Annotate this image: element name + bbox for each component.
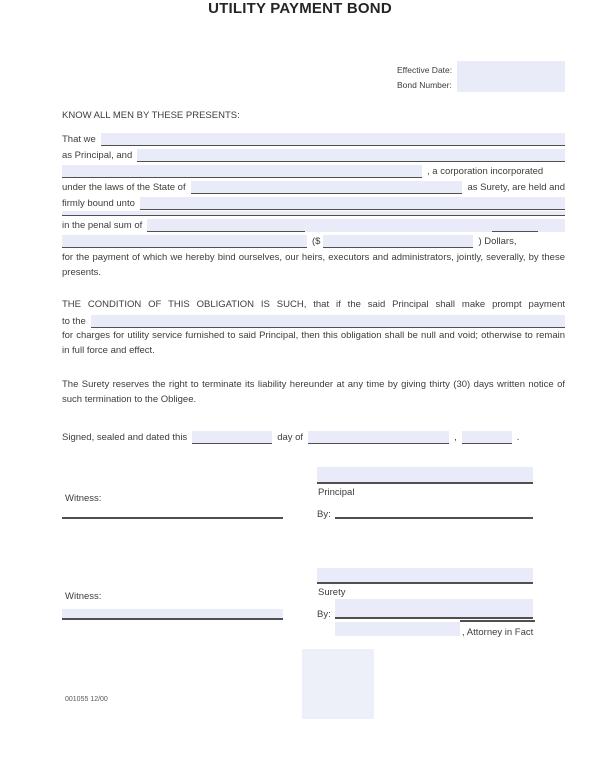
that-we-label: That we (62, 134, 96, 145)
comma-label: , (454, 432, 457, 443)
header-fields-box (457, 61, 565, 92)
day-field[interactable] (192, 431, 272, 444)
to-the-label: to the (62, 316, 86, 327)
year-field[interactable] (462, 431, 512, 444)
principal-name-row (62, 130, 565, 146)
witness-principal-line[interactable] (62, 517, 283, 519)
condition-lead: THE CONDITION OF THIS OBLIGATION IS SUCH, that if the said Principal shall make prompt payment (62, 299, 565, 310)
state-field[interactable] (191, 181, 463, 194)
paren-dollar-label: ($ (312, 236, 321, 247)
attorney-name-field[interactable] (335, 622, 460, 636)
effective-date-label: Effective Date: (397, 65, 453, 75)
page-title: UTILITY PAYMENT BOND (208, 0, 392, 17)
termination-clause: The Surety reserves the right to terminate its liability hereunder at any time by giving thirty (30) days written notice of such termination to the Obligee. (62, 379, 565, 405)
obligee-field[interactable] (140, 197, 565, 210)
witness-principal-label: Witness: (65, 493, 102, 504)
witness-surety-label: Witness: (65, 591, 102, 602)
payment-clause: for the payment of which we hereby bind ourselves, our heirs, executors and administrators, jointly, severally, by these presents. (62, 252, 565, 278)
penal-sum-words-field[interactable] (147, 219, 565, 232)
header-labels (397, 63, 452, 93)
surety-name-field-line2[interactable] (62, 165, 422, 178)
under-laws-label: under the laws of the State of (62, 182, 186, 193)
obligee-name-row (62, 312, 565, 328)
penal-sum-numeric-field[interactable] (323, 235, 473, 248)
day-of-label: day of (277, 432, 304, 443)
witness-surety-field[interactable] (62, 609, 283, 620)
period-label: . (516, 432, 520, 443)
bond-number-label: Bond Number: (397, 80, 452, 90)
surety-name-cont-row (62, 162, 565, 178)
seal-placeholder-box[interactable] (302, 649, 374, 719)
principal-label: Principal (318, 487, 355, 498)
surety-by-label: By: (317, 609, 331, 620)
effective-date-field[interactable] (457, 61, 565, 76)
form-body (62, 110, 565, 444)
penal-sum-words-field-line2[interactable] (62, 235, 307, 248)
as-surety-label: as Surety, are held and (467, 182, 565, 193)
signed-dated-label: Signed, sealed and dated this (62, 432, 188, 443)
firmly-bound-label: firmly bound unto (62, 198, 135, 209)
corporation-label: , a corporation incorporated (427, 166, 544, 177)
surety-by-field[interactable] (335, 599, 533, 619)
execution-row (62, 428, 565, 444)
principal-by-label: By: (317, 509, 331, 520)
obligee-row (62, 194, 565, 210)
presents-heading: KNOW ALL MEN BY THESE PRESENTS: (62, 110, 240, 121)
obligee-name-field[interactable] (91, 315, 565, 328)
as-principal-label: as Principal, and (62, 150, 133, 161)
surety-name-row (62, 146, 565, 162)
month-field[interactable] (308, 431, 449, 444)
penal-sum-label: in the penal sum of (62, 220, 143, 231)
principal-by-field[interactable] (335, 517, 533, 519)
dollars-label: ) Dollars, (478, 236, 517, 247)
surety-signature-field[interactable] (317, 568, 533, 584)
attorney-name-line[interactable] (460, 620, 535, 622)
state-row (62, 178, 565, 194)
penal-sum-row (62, 216, 565, 232)
form-number: 001055 12/00 (65, 696, 108, 703)
surety-label: Surety (318, 587, 346, 598)
penal-sum-numeric-row (62, 232, 565, 248)
condition-body: for charges for utility service furnished to said Principal, then this obligation shall be null and void; otherwise to remain in full force and effect. (62, 330, 565, 356)
principal-name-field[interactable] (101, 133, 565, 146)
principal-signature-field[interactable] (317, 467, 533, 484)
bond-number-field[interactable] (457, 76, 565, 91)
attorney-in-fact-label: , Attorney in Fact (462, 627, 534, 638)
surety-name-field[interactable] (137, 149, 565, 162)
